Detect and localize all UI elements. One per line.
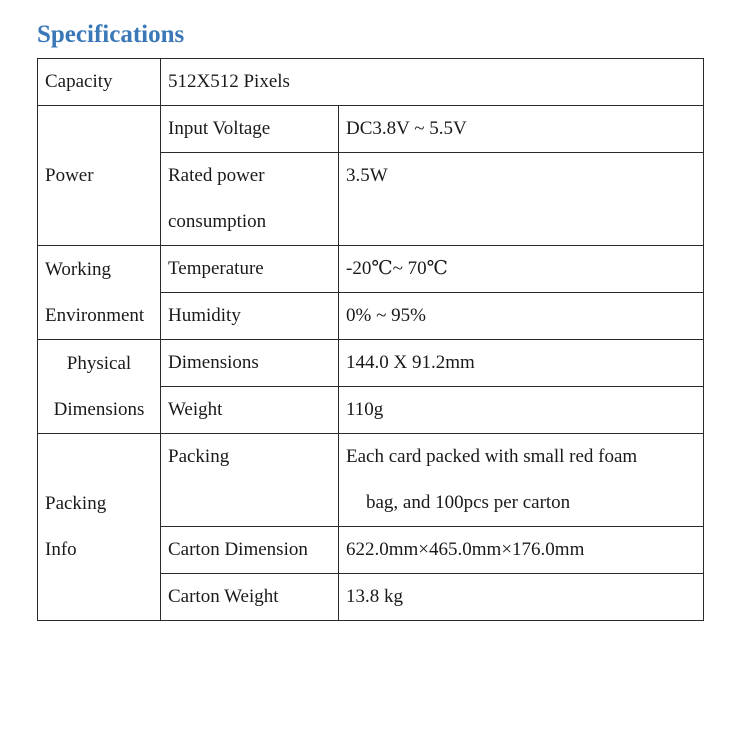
packing-info-label bbox=[38, 434, 161, 621]
rated-power-label-line1: Rated power bbox=[168, 165, 265, 186]
dimensions-value: 144.0 X 91.2mm bbox=[339, 340, 704, 387]
specifications-table bbox=[37, 58, 704, 621]
packing-label-line1: Packing bbox=[45, 493, 107, 514]
physical-dimensions-label bbox=[38, 340, 161, 434]
physical-label-line2: Dimensions bbox=[53, 398, 145, 420]
table-row bbox=[38, 434, 704, 527]
environment-label-line1: Working bbox=[45, 258, 112, 280]
rated-power-value: 3.5W bbox=[339, 153, 704, 246]
table-row bbox=[38, 246, 704, 293]
packing-value bbox=[339, 434, 704, 527]
input-voltage-label: Input Voltage bbox=[161, 106, 339, 153]
rated-power-label bbox=[161, 153, 339, 246]
environment-label bbox=[38, 246, 161, 340]
physical-label-line1: Physical bbox=[66, 352, 132, 374]
weight-label: Weight bbox=[161, 387, 339, 434]
packing-label: Packing bbox=[161, 434, 339, 527]
carton-dimension-value: 622.0mm×465.0mm×176.0mm bbox=[339, 527, 704, 574]
table-row bbox=[38, 340, 704, 387]
weight-value: 110g bbox=[339, 387, 704, 434]
humidity-label: Humidity bbox=[161, 293, 339, 340]
dimensions-label: Dimensions bbox=[161, 340, 339, 387]
table-row bbox=[38, 59, 704, 106]
rated-power-label-line2: consumption bbox=[168, 211, 267, 232]
carton-weight-label: Carton Weight bbox=[161, 574, 339, 621]
capacity-label: Capacity bbox=[38, 59, 161, 106]
packing-value-line1: Each card packed with small red foam bbox=[346, 446, 638, 467]
packing-value-line2: bag, and 100pcs per carton bbox=[366, 492, 571, 513]
carton-dimension-label: Carton Dimension bbox=[161, 527, 339, 574]
packing-label-line2: Info bbox=[45, 539, 77, 560]
environment-label-line2: Environment bbox=[45, 304, 145, 326]
capacity-value: 512X512 Pixels bbox=[161, 59, 704, 106]
temperature-label: Temperature bbox=[161, 246, 339, 293]
input-voltage-value: DC3.8V ~ 5.5V bbox=[339, 106, 704, 153]
carton-weight-value: 13.8 kg bbox=[339, 574, 704, 621]
page-title: Specifications bbox=[37, 21, 185, 48]
power-label: Power bbox=[38, 106, 161, 246]
table-row bbox=[38, 106, 704, 153]
temperature-value: -20℃~ 70℃ bbox=[339, 246, 704, 293]
humidity-value: 0% ~ 95% bbox=[339, 293, 704, 340]
